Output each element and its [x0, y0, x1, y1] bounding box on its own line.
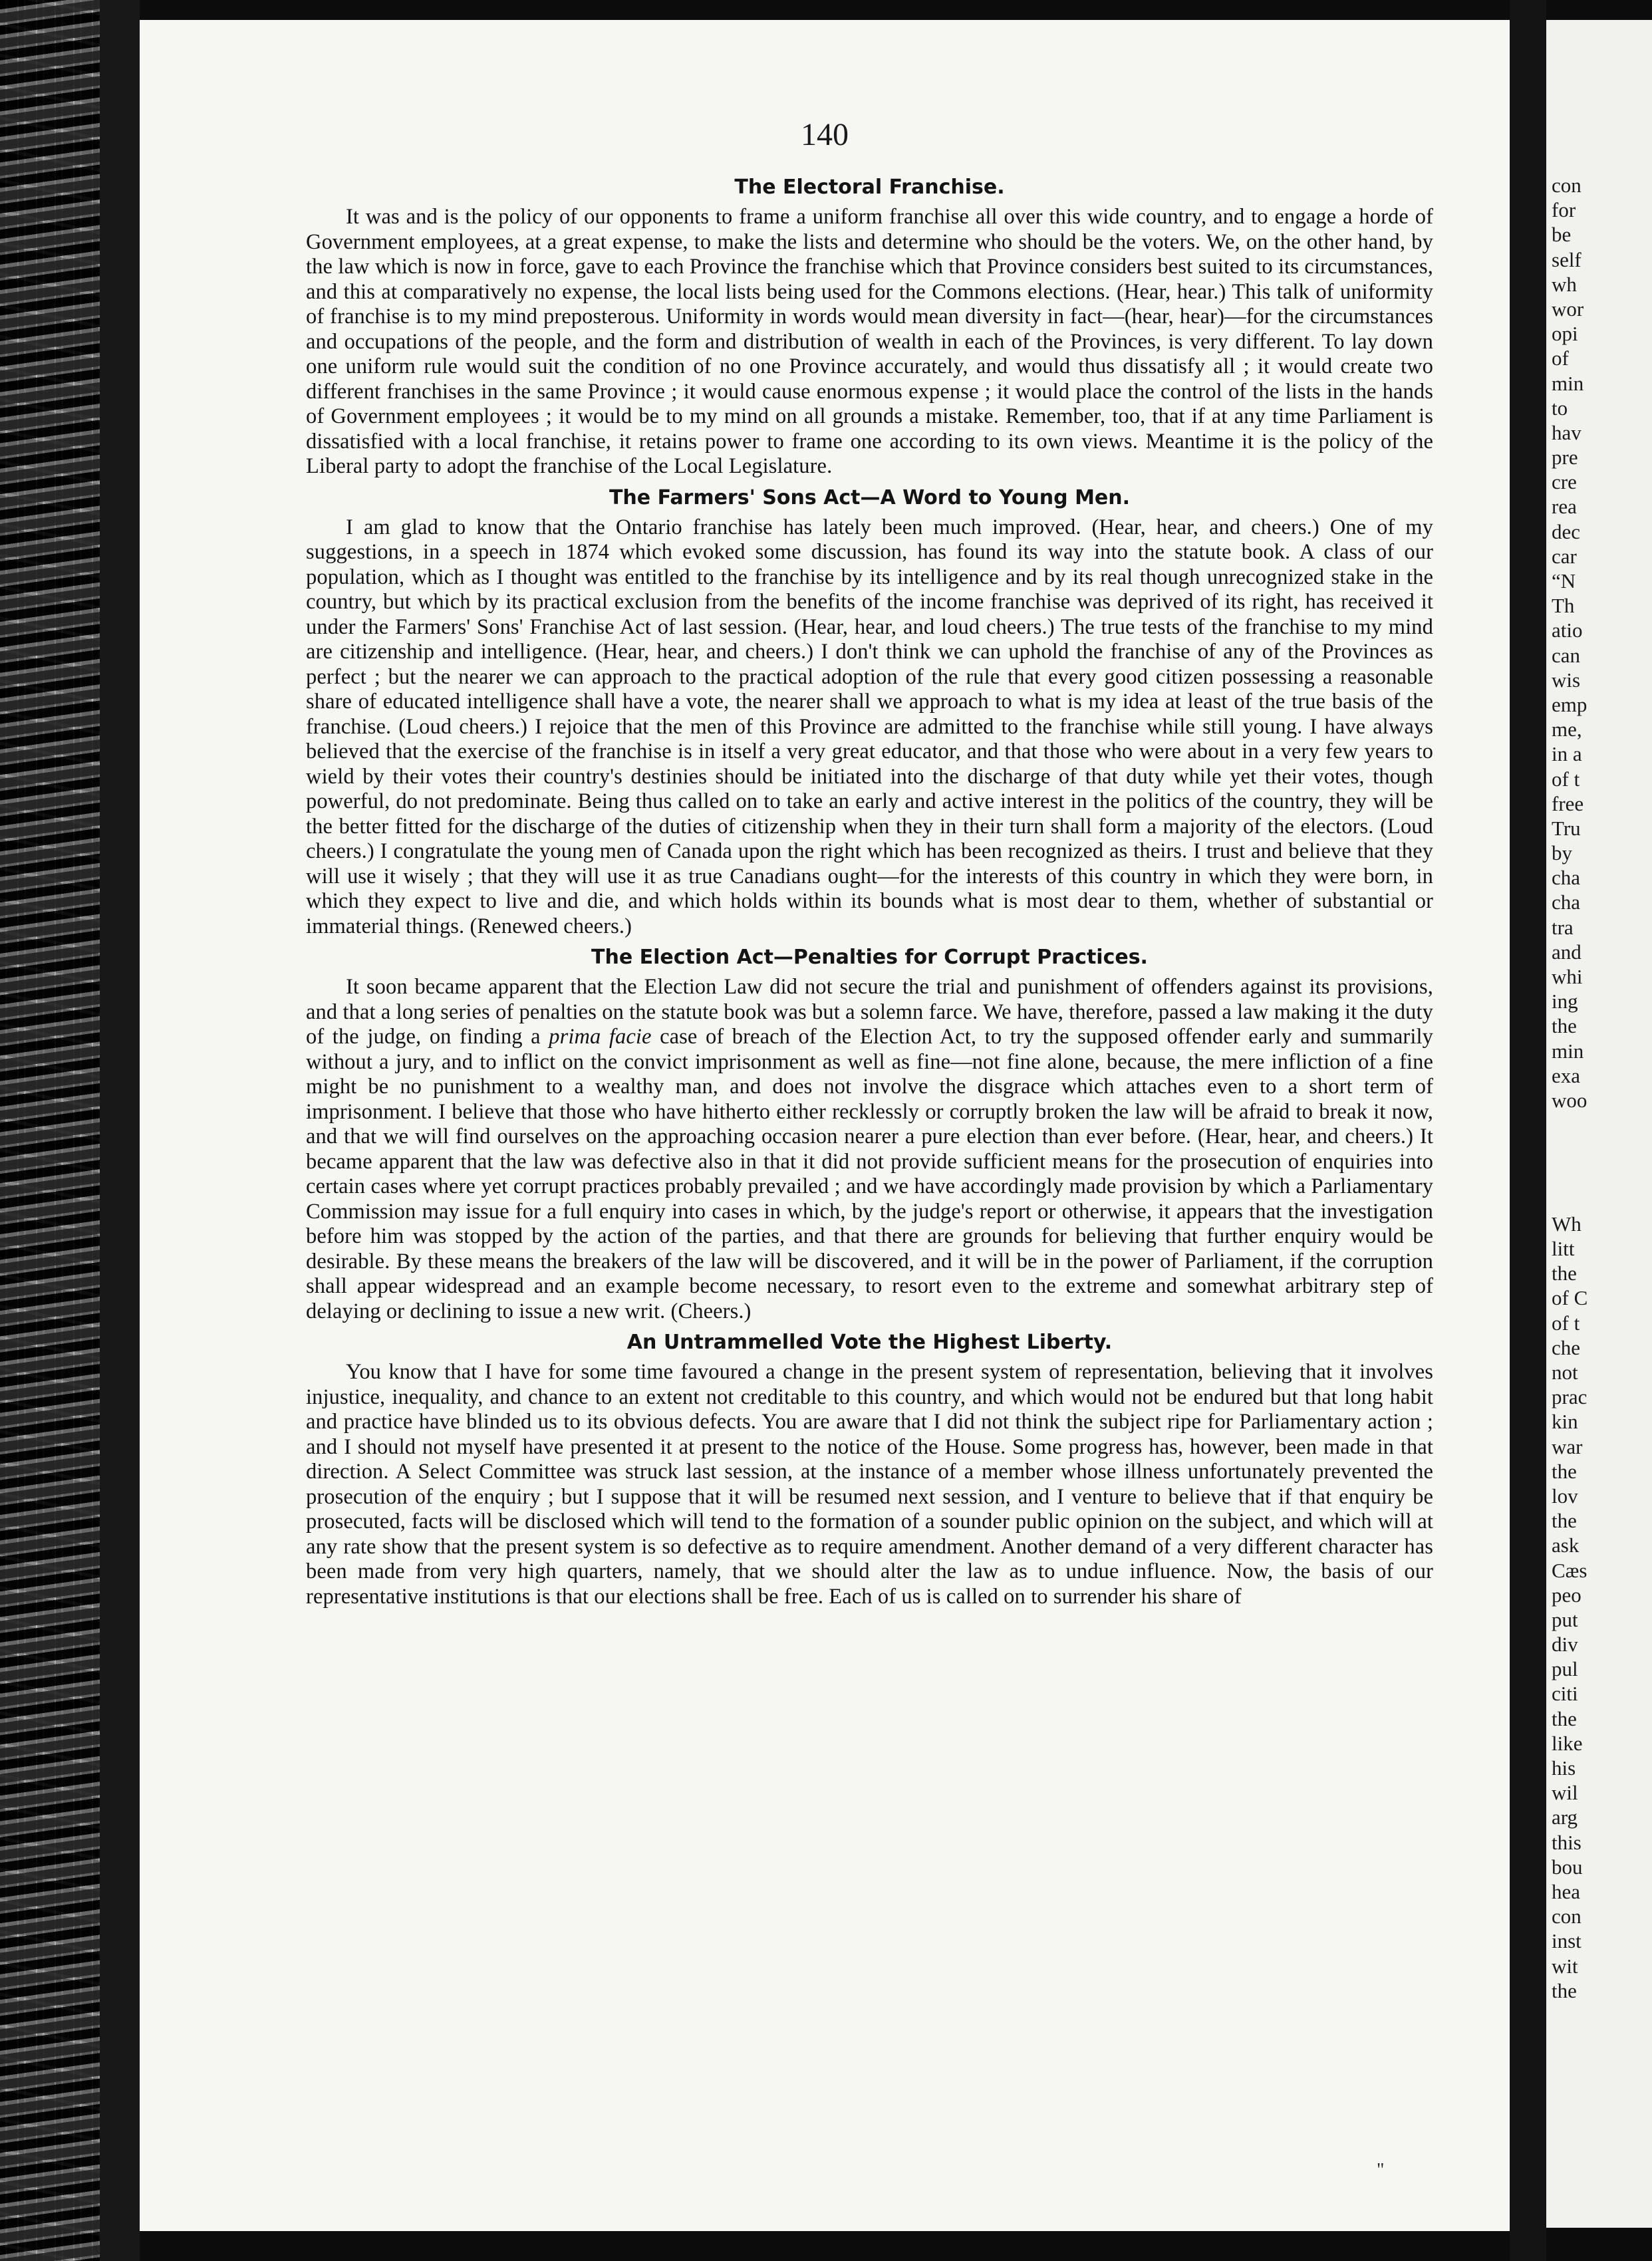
adjacent-page-fragment: the: [1552, 1509, 1577, 1533]
adjacent-page-fragment: con: [1552, 174, 1582, 197]
paragraph-electoral-franchise: It was and is the policy of our opponents to frame a uniform franchise all over this wide country, and to engage a horde of Government employees, at a great expense, to make the lists and determine who should be the voters. We, on the other hand, by the law which is now in force, gave to each Province the franchise which that Province considers best suited to its circumstances, and this at comparatively no expense, the local lists being used for the Commons elections. (Hear, hear.) This talk of uniformity of franchise is to my mind preposterous. Uniformity in words would mean diversity in fact—(hear, hear)—for the circumstances and occupations of the people, and the form and distribution of wealth in each of the Provinces, is very different. To lay down one uniform rule would suit the condition of no one Province accurately, and would thus dissatisfy all ; it would create two different franchises in the same Province ; it would cause enormous expense ; it would place the control of the lists in the hands of Government employees ; it would be to my mind on all grounds a mistake. Remember, too, that if at any time Parliament is dissatisfied with a local franchise, it retains power to frame one according to its own views. Meantime it is the policy of the Liberal party to adopt the franchise of the Local Legislature.: [306, 205, 1433, 478]
adjacent-page-fragment: “N: [1552, 569, 1576, 593]
adjacent-page-fragment: to: [1552, 396, 1568, 420]
adjacent-page-fragment: woo: [1552, 1088, 1587, 1112]
adjacent-page-fragment: pul: [1552, 1657, 1578, 1681]
adjacent-page-fragment: his: [1552, 1756, 1576, 1780]
adjacent-page-fragment: [1552, 1113, 1651, 1137]
paragraph-farmers-sons-act: I am glad to know that the Ontario franchise has lately been much improved. (Hear, hear, and cheers.) One of my suggestions, in a speech in 1874 which evoked some discussion, has found its way into the statute book. A class of our population, which as I thought was entitled to the franchise by its intelligence and by its real though unrecognized stake in the country, but which by its practical exclusion from the benefits of the income franchise was deprived of its right, has received it under the Farmers' Sons' Franchise Act of last session. (Hear, hear, and loud cheers.) The true tests of the franchise to my mind are citizenship and intelligence. (Hear, hear, and cheers.) I don't think we can uphold the franchise of any of the Provinces as perfect ; but the nearer we can approach to the practical adoption of the rule that every good citizen possessing a reasonable share of educated intelligence shall have a vote, the nearer shall we approach to what is my idea at least of the true basis of the franchise. (Loud cheers.) I rejoice that the men of this Province are admitted to the franchise while still young. I have always believed that the exercise of the franchise is in itself a very great educator, and that those who were about in a very few years to wield by their votes their country's destinies should be initiated into the discharge of that duty while yet their votes, though powerful, do not predominate. Being thus called on to take an early and active interest in the politics of the country, they will be the better fitted for the discharge of the duties of citizenship when they in their turn shall form a majority of the electors. (Loud cheers.) I congratulate the young men of Canada upon the right which has been recognized as theirs. I trust and believe that they will use it wisely ; that they will use it as true Canadians ought—for the interests of this country in which they were born, in which they expect to live and die, and which holds within its bounds what is most dear to them, whether of substantial or immaterial things. (Renewed cheers.): [306, 515, 1433, 938]
adjacent-page-fragment: hea: [1552, 1879, 1581, 1903]
adjacent-page-fragment: car: [1552, 544, 1577, 568]
adjacent-page-fragment: me,: [1552, 718, 1582, 741]
adjacent-page-fragment: bou: [1552, 1855, 1583, 1879]
scan-gutter-right: [1510, 0, 1546, 2261]
adjacent-page-fragment: of: [1552, 346, 1569, 370]
adjacent-page-fragment: self: [1552, 247, 1582, 271]
adjacent-page-fragment: of t: [1552, 1311, 1580, 1335]
adjacent-page-fragment: [1552, 1162, 1651, 1187]
paragraph-election-act: [306, 975, 1433, 1324]
adjacent-page-fragment: pre: [1552, 446, 1578, 469]
heading-election-act: The Election Act—Penalties for Corrupt Practices.: [591, 946, 1148, 969]
adjacent-page-fragment: cha: [1552, 866, 1581, 890]
adjacent-page-fragment: hav: [1552, 420, 1582, 444]
adjacent-page-fragment: the: [1552, 1978, 1577, 2002]
adjacent-page-fragment: the: [1552, 1014, 1577, 1038]
adjacent-page-fragment: like: [1552, 1731, 1583, 1755]
adjacent-page-fragment: cre: [1552, 470, 1577, 494]
scan-background-left: [100, 0, 140, 2261]
heading-electoral-franchise: The Electoral Franchise.: [734, 176, 1005, 199]
adjacent-page-fragment: free: [1552, 791, 1584, 815]
adjacent-page-fragment: opi: [1552, 322, 1578, 346]
adjacent-page-fragment: wil: [1552, 1781, 1578, 1805]
adjacent-page-fragment: this: [1552, 1830, 1582, 1854]
adjacent-page-fragment: peo: [1552, 1583, 1582, 1607]
page-body: [306, 174, 1433, 1615]
adjacent-page-fragment: lov: [1552, 1484, 1578, 1508]
adjacent-page-fragment: che: [1552, 1335, 1581, 1359]
adjacent-page-fragment: tra: [1552, 915, 1574, 939]
adjacent-page-fragment: inst: [1552, 1929, 1582, 1953]
adjacent-page-fragment: and: [1552, 940, 1582, 964]
paragraph-election-act-start: It soon became apparent that the Election Law did not secure the trial and punishment of offenders against its provisions, and that a long series of penalties on the statute book was but a solemn farce. We have, therefore, passed a law making it the duty of the judge, on finding a: [306, 975, 1433, 1049]
paragraph-untrammelled-vote: You know that I have for some time favoured a change in the present system of representation, believing that it involves injustice, inequality, and chance to an extent not creditable to this country, and which would not be endured but that long habit and practice have blinded us to its obvious defects. You are aware that I did not think the subject ripe for Parliamentary action ; and I should not myself have presented it at present to the notice of the House. Some progress has, however, been made in that direction. A Select Committee was struck last session, at the instance of a member whose illness unfortunately prevented the prosecution of the enquiry ; but I suppose that it will be resumed next session, and I venture to believe that if that enquiry be prosecuted, facts will be disclosed which will tend to the formation of a sounder public opinion on the subject, and which will at any rate show that the present system is so defective as to require amendment. Another demand of a very different character has been made from very high quarters, namely, that we should alter the law as to undue influence. Now, the basis of our representative institutions is that our elections shall be free. Each of us is called on to surrender his share of: [306, 1360, 1433, 1609]
adjacent-page-fragment: wh: [1552, 272, 1577, 296]
adjacent-page-fragment: div: [1552, 1633, 1578, 1657]
adjacent-page-fragment: cha: [1552, 890, 1581, 914]
adjacent-page-fragment: [1552, 1187, 1651, 1212]
adjacent-page-fragment: be: [1552, 223, 1572, 247]
adjacent-page-fragment: min: [1552, 371, 1584, 395]
adjacent-page-fragment: whi: [1552, 965, 1583, 988]
adjacent-page-fragment: min: [1552, 1039, 1584, 1063]
stray-print-mark: ": [1377, 2160, 1385, 2181]
heading-untrammelled-vote: An Untrammelled Vote the Highest Liberty.: [626, 1331, 1113, 1354]
adjacent-page-fragment: [1552, 1137, 1651, 1162]
document-page: [140, 20, 1510, 2231]
page-number: 140: [801, 117, 849, 152]
adjacent-page-fragment: Cæs: [1552, 1558, 1587, 1582]
adjacent-page-fragment: wor: [1552, 297, 1584, 321]
adjacent-page-fragment: the: [1552, 1706, 1577, 1730]
adjacent-page-fragment: arg: [1552, 1805, 1578, 1829]
adjacent-page-text-fragments: [1552, 173, 1651, 2003]
adjacent-page-fragment: of t: [1552, 767, 1580, 791]
adjacent-page-fragment: war: [1552, 1434, 1583, 1458]
adjacent-page-fragment: wis: [1552, 668, 1581, 692]
adjacent-page-fragment: ask: [1552, 1533, 1580, 1557]
adjacent-page-fragment: rea: [1552, 495, 1577, 519]
adjacent-page-fragment: emp: [1552, 692, 1587, 716]
adjacent-page-fragment: the: [1552, 1262, 1577, 1285]
heading-farmers-sons-act: The Farmers' Sons Act—A Word to Young Men.: [609, 485, 1131, 509]
adjacent-page-fragment: not: [1552, 1361, 1578, 1384]
adjacent-page-fragment: atio: [1552, 618, 1583, 642]
adjacent-page-fragment: con: [1552, 1905, 1582, 1928]
adjacent-page-edge: [1546, 20, 1652, 2228]
adjacent-page-fragment: prac: [1552, 1385, 1587, 1409]
adjacent-page-fragment: exa: [1552, 1063, 1581, 1087]
adjacent-page-fragment: Wh: [1552, 1212, 1582, 1236]
adjacent-page-fragment: kin: [1552, 1410, 1578, 1434]
adjacent-page-fragment: for: [1552, 198, 1576, 222]
paragraph-election-act-italic-term: prima facie: [549, 1025, 652, 1049]
adjacent-page-fragment: put: [1552, 1607, 1578, 1631]
adjacent-page-fragment: the: [1552, 1459, 1577, 1483]
adjacent-page-fragment: in a: [1552, 742, 1582, 766]
adjacent-page-fragment: Tru: [1552, 816, 1581, 840]
marbled-book-edge: [0, 0, 100, 2261]
adjacent-page-fragment: by: [1552, 841, 1572, 865]
adjacent-page-fragment: Th: [1552, 594, 1575, 618]
adjacent-page-fragment: litt: [1552, 1237, 1575, 1261]
adjacent-page-fragment: wit: [1552, 1954, 1578, 1978]
adjacent-page-fragment: of C: [1552, 1286, 1588, 1310]
adjacent-page-fragment: ing: [1552, 990, 1578, 1013]
paragraph-election-act-end: case of breach of the Election Act, to try the supposed offender early and summarily without a jury, and to inflict on the convict imprisonment as well as fine—not fine alone, because, the mere infliction of a fine might be no punishment to a wealthy man, and does not involve the disgrace which attaches even to a short term of imprisonment. I believe that those who have hitherto either recklessly or corruptly broken the law will be afraid to break it now, and that we will find ourselves on the approaching occasion nearer a pure election than ever before. (Hear, hear, and cheers.) It became apparent that the law was defective also in that it did not provide sufficient means for the prosecution of enquiries into certain cases where yet corrupt practices probably prevailed ; and we have accordingly made provision by which a Parliamentary Commission may issue for a full enquiry into cases in which, by the judge's report or otherwise, it appears that the investigation before him was stopped by the action of the parties, and that there are grounds for believing that further enquiry would be desirable. By these means the breakers of the law will be discovered, and it will be in the power of Parliament, if the corruption shall appear widespread and an example become necessary, to resort even to the extreme and somewhat arbitrary step of delaying or declining to issue a new writ. (Cheers.): [306, 1025, 1433, 1323]
adjacent-page-fragment: citi: [1552, 1682, 1578, 1706]
adjacent-page-fragment: can: [1552, 643, 1581, 667]
adjacent-page-fragment: dec: [1552, 519, 1581, 543]
